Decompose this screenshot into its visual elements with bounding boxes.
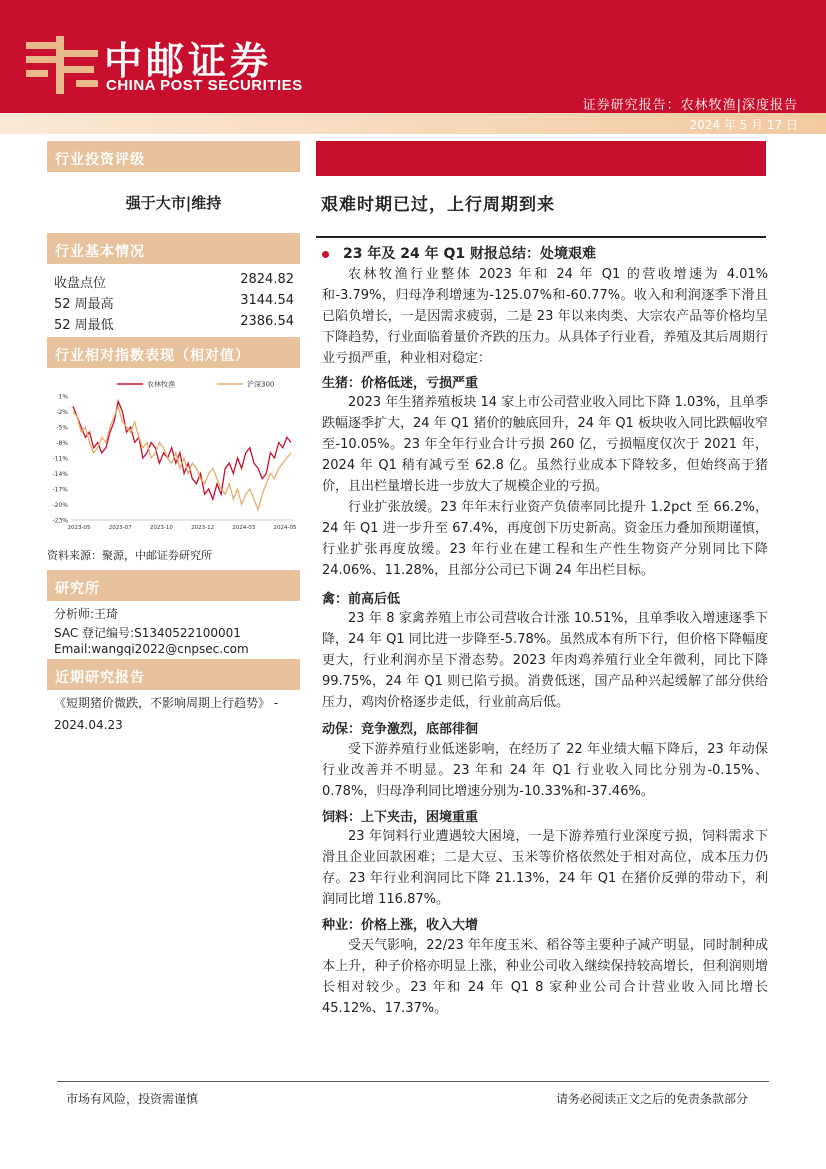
stat-value: 2386.54 bbox=[240, 314, 294, 329]
y-tick-label: -11% bbox=[52, 455, 68, 463]
stat-key: 收盘点位 bbox=[54, 276, 107, 291]
y-tick-label: -8% bbox=[56, 440, 68, 447]
y-tick-label: -17% bbox=[52, 486, 68, 494]
basic-info-label: 行业基本情况 bbox=[47, 233, 300, 264]
chart-source: 资料来源：聚源，中邮证券研究所 bbox=[47, 549, 212, 562]
series-line-hs300 bbox=[73, 406, 291, 509]
stat-key: 52 周最高 bbox=[54, 297, 114, 312]
y-tick-label: -5% bbox=[56, 424, 68, 432]
recent-reports-label: 近期研究报告 bbox=[47, 659, 300, 690]
y-tick-label: -14% bbox=[52, 471, 68, 478]
y-tick-label: -2% bbox=[56, 409, 68, 416]
analyst-email: Email:wangqi2022@cnpsec.com bbox=[54, 642, 249, 656]
section-title: 种业：价格上涨，收入大增 bbox=[322, 918, 479, 933]
analyst-name: 分析师:王琦 bbox=[54, 607, 119, 621]
section-title: 生猪：价格低迷，亏损严重 bbox=[322, 376, 479, 391]
section-body bbox=[322, 826, 768, 910]
paragraph: 行业扩张放缓。23 年年末行业资产负债率同比提升 1.2pct 至 66.2%，24 年 Q1 进一步升至 67.4%，再度创下历史新高。资金压力叠加预期谨慎，行业扩张再度放缓。23 年行业在建工程和生产性生物资产分别同比下降 24.06%、11.28%，且部分公司已下调 24 年出栏目标。 bbox=[322, 500, 768, 578]
legend-label: 沪深300 bbox=[247, 380, 275, 389]
stat-value: 3144.54 bbox=[240, 293, 294, 308]
section-body bbox=[322, 739, 768, 802]
paragraph: 23 年饲料行业遭遇较大困境，一是下游养殖行业深度亏损，饲料需求下滑且企业回款困难；二是大豆、玉米等价格依然处于相对高位，成本压力仍存。23 年行业利润同比下降 21.13%，24 年 Q1 在猪价反弹的带动下，利润同比增 116.87%。 bbox=[322, 829, 768, 907]
perf-label: 行业相对指数表现（相对值） bbox=[47, 337, 300, 368]
section-body bbox=[322, 392, 768, 581]
stat-key: 52 周最低 bbox=[54, 318, 114, 333]
title-bar bbox=[316, 141, 766, 176]
x-tick-label: 2023-07 bbox=[108, 525, 132, 531]
intro-paragraph bbox=[322, 264, 768, 369]
footer-divider bbox=[57, 1081, 769, 1082]
bullet-dot-icon bbox=[322, 251, 329, 258]
relative-performance-chart bbox=[47, 372, 300, 540]
y-tick-label: 1% bbox=[58, 393, 68, 401]
x-tick-label: 2023-05 bbox=[67, 525, 91, 531]
section-title: 禽：前高后低 bbox=[322, 592, 401, 607]
recent-report-link[interactable]: 《短期猪价微跌，不影响周期上行趋势》 - 2024.04.23 bbox=[54, 696, 279, 732]
research-label: 研究所 bbox=[47, 570, 300, 601]
stat-row bbox=[54, 272, 294, 292]
brand-name-en: CHINA POST SECURITIES bbox=[106, 77, 303, 94]
footer-risk-note: 市场有风险，投资需谨慎 bbox=[66, 1092, 199, 1106]
section-title: 饲料：上下夹击，困境重重 bbox=[322, 810, 479, 825]
section-title: 动保：竞争激烈，底部徘徊 bbox=[322, 722, 479, 737]
stat-row bbox=[54, 314, 294, 334]
rating-label: 行业投资评级 bbox=[47, 141, 300, 172]
report-title: 艰难时期已过，上行周期到来 bbox=[321, 195, 555, 215]
paragraph: 农林牧渔行业整体 2023 年和 24 年 Q1 的营收增速为 4.01%和-3.79%，归母净利增速为-125.07%和-60.77%。收入和利润逐季下滑且已陷负增长，一是因需求疲弱，二是 23 年以来肉类、大宗农产品等价格均呈下降趋势，行业面临着量价齐跌的压力。从具体子行业看，养殖及其后周期行业亏损严重，种业相对稳定： bbox=[322, 267, 768, 366]
report-date: 2024 年 5 月 17 日 bbox=[689, 118, 798, 132]
section-body bbox=[322, 935, 768, 1019]
footer-disclaimer: 请务必阅读正文之后的免责条款部分 bbox=[555, 1092, 748, 1106]
stat-value: 2824.82 bbox=[240, 272, 294, 287]
report-type: 证券研究报告：农林牧渔|深度报告 bbox=[582, 98, 798, 113]
rating-value: 强于大市|维持 bbox=[125, 194, 222, 212]
china-post-logo-icon bbox=[26, 36, 98, 94]
series-line-agri bbox=[73, 401, 291, 499]
x-tick-label: 2024-05 bbox=[273, 525, 297, 531]
paragraph: 受天气影响，22/23 年年度玉米、稻谷等主要种子减产明显，同时制种成本上升，种子价格亦明显上涨，种业公司收入继续保持较高增长，但利润则增长相对较少。23 年和 24 年 Q1 8 家种业公司合计营业收入同比增长 45.12%、17.37%。 bbox=[322, 938, 768, 1016]
section-body bbox=[322, 608, 768, 713]
y-tick-label: -23% bbox=[52, 517, 68, 525]
section-subhead bbox=[322, 243, 596, 263]
paragraph: 2023 年生猪养殖板块 14 家上市公司营业收入同比下降 1.03%，且单季跌幅逐季扩大，24 年 Q1 猪价的触底回升，24 年 Q1 板块收入同比跌幅收窄至-10.05%。23 年全年行业合计亏损 260 亿，亏损幅度仅次于 2021 年，2024 年 Q1 稍有减亏至 62.8 亿。虽然行业成本下降较多，但始终高于猪价，且出栏量增长进一步放大了规模企业的亏损。 bbox=[322, 395, 768, 494]
brand-name-cn: 中邮证券 bbox=[104, 39, 273, 83]
paragraph: 23 年 8 家禽养殖上市公司营收合计涨 10.51%，且单季收入增速逐季下降，24 年 Q1 同比进一步降至-5.78%。虽然成本有所下行，但价格下降幅度更大，行业利润亦呈下滑态势。2023 年肉鸡养殖行业全年微利，同比下降 99.75%，24 年 Q1 则已陷亏损。消费低迷，国产品种兴起缓解了部分供给压力，鸡肉价格逐步走低，行业前高后低。 bbox=[322, 611, 768, 710]
paragraph: 受下游养殖行业低迷影响，在经历了 22 年业绩大幅下降后，23 年动保行业改善并不明显。23 年和 24 年 Q1 行业收入同比分别为-0.15%、0.78%，归母净利同比增速分别为-10.33%和-37.46%。 bbox=[322, 742, 768, 799]
y-tick-label: -20% bbox=[52, 502, 68, 509]
x-tick-label: 2024-03 bbox=[232, 525, 256, 531]
analyst-sac: SAC 登记编号:S1340522100001 bbox=[54, 626, 241, 640]
stat-row bbox=[54, 293, 294, 313]
legend-label: 农林牧渔 bbox=[147, 380, 175, 389]
x-tick-label: 2023-10 bbox=[149, 525, 173, 531]
subhead-text: 23 年及 24 年 Q1 财报总结：处境艰难 bbox=[343, 246, 596, 262]
title-divider bbox=[316, 236, 766, 238]
x-tick-label: 2023-12 bbox=[191, 525, 215, 531]
report-header bbox=[0, 0, 826, 134]
